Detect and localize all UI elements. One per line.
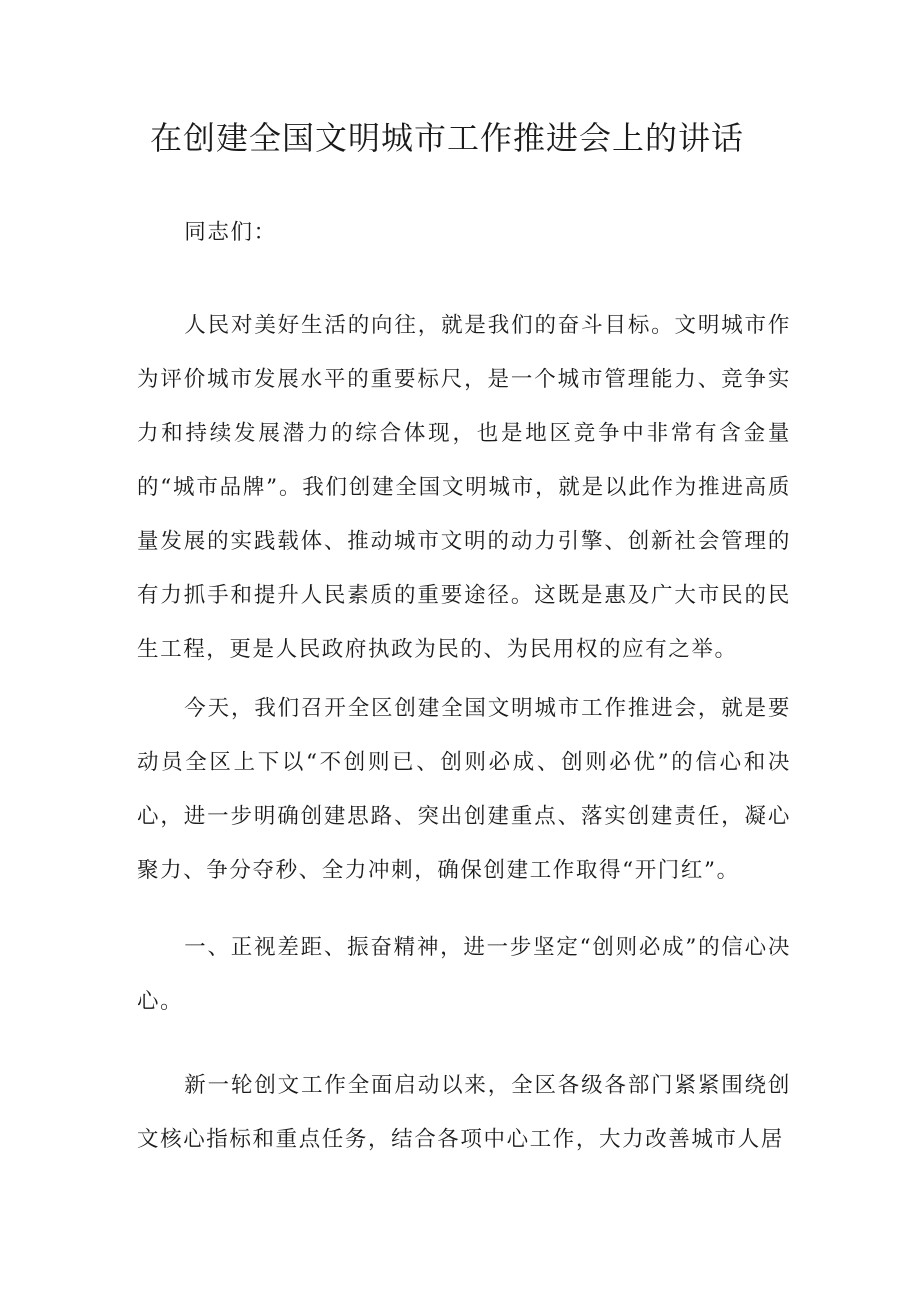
paragraph-2: 今天，我们召开全区创建全国文明城市工作推进会，就是要动员全区上下以“不创则已、创则必成、创则必优”的信心和决心，进一步明确创建思路、突出创建重点、落实创建责任，凝心聚力、争分夺秒、全力冲刺，确保创建工作取得“开门红”。 xyxy=(137,696,791,883)
document-title: 在创建全国文明城市工作推进会上的讲话 xyxy=(150,119,745,157)
paragraph-1: 人民对美好生活的向往，就是我们的奋斗目标。文明城市作为评价城市发展水平的重要标尺，是一个城市管理能力、竞争实力和持续发展潜力的综合体现，也是地区竞争中非常有含金量的“城市品牌”。我们创建全国文明城市，就是以此作为推进高质量发展的实践载体、推动城市文明的动力引擎、创新社会管理的有力抓手和提升人民素质的重要途径。这既是惠及广大市民的民生工程，更是人民政府执政为民的、为民用权的应有之举。 xyxy=(137,313,791,662)
salutation: 同志们： xyxy=(184,220,277,245)
section-heading-1: 一、正视差距、振奋精神，进一步坚定“创则必成”的信心决心。 xyxy=(137,935,791,1014)
paragraph-3: 新一轮创文工作全面启动以来，全区各级各部门紧紧围绕创文核心指标和重点任务，结合各项中心工作，大力改善城市人居 xyxy=(137,1073,791,1152)
